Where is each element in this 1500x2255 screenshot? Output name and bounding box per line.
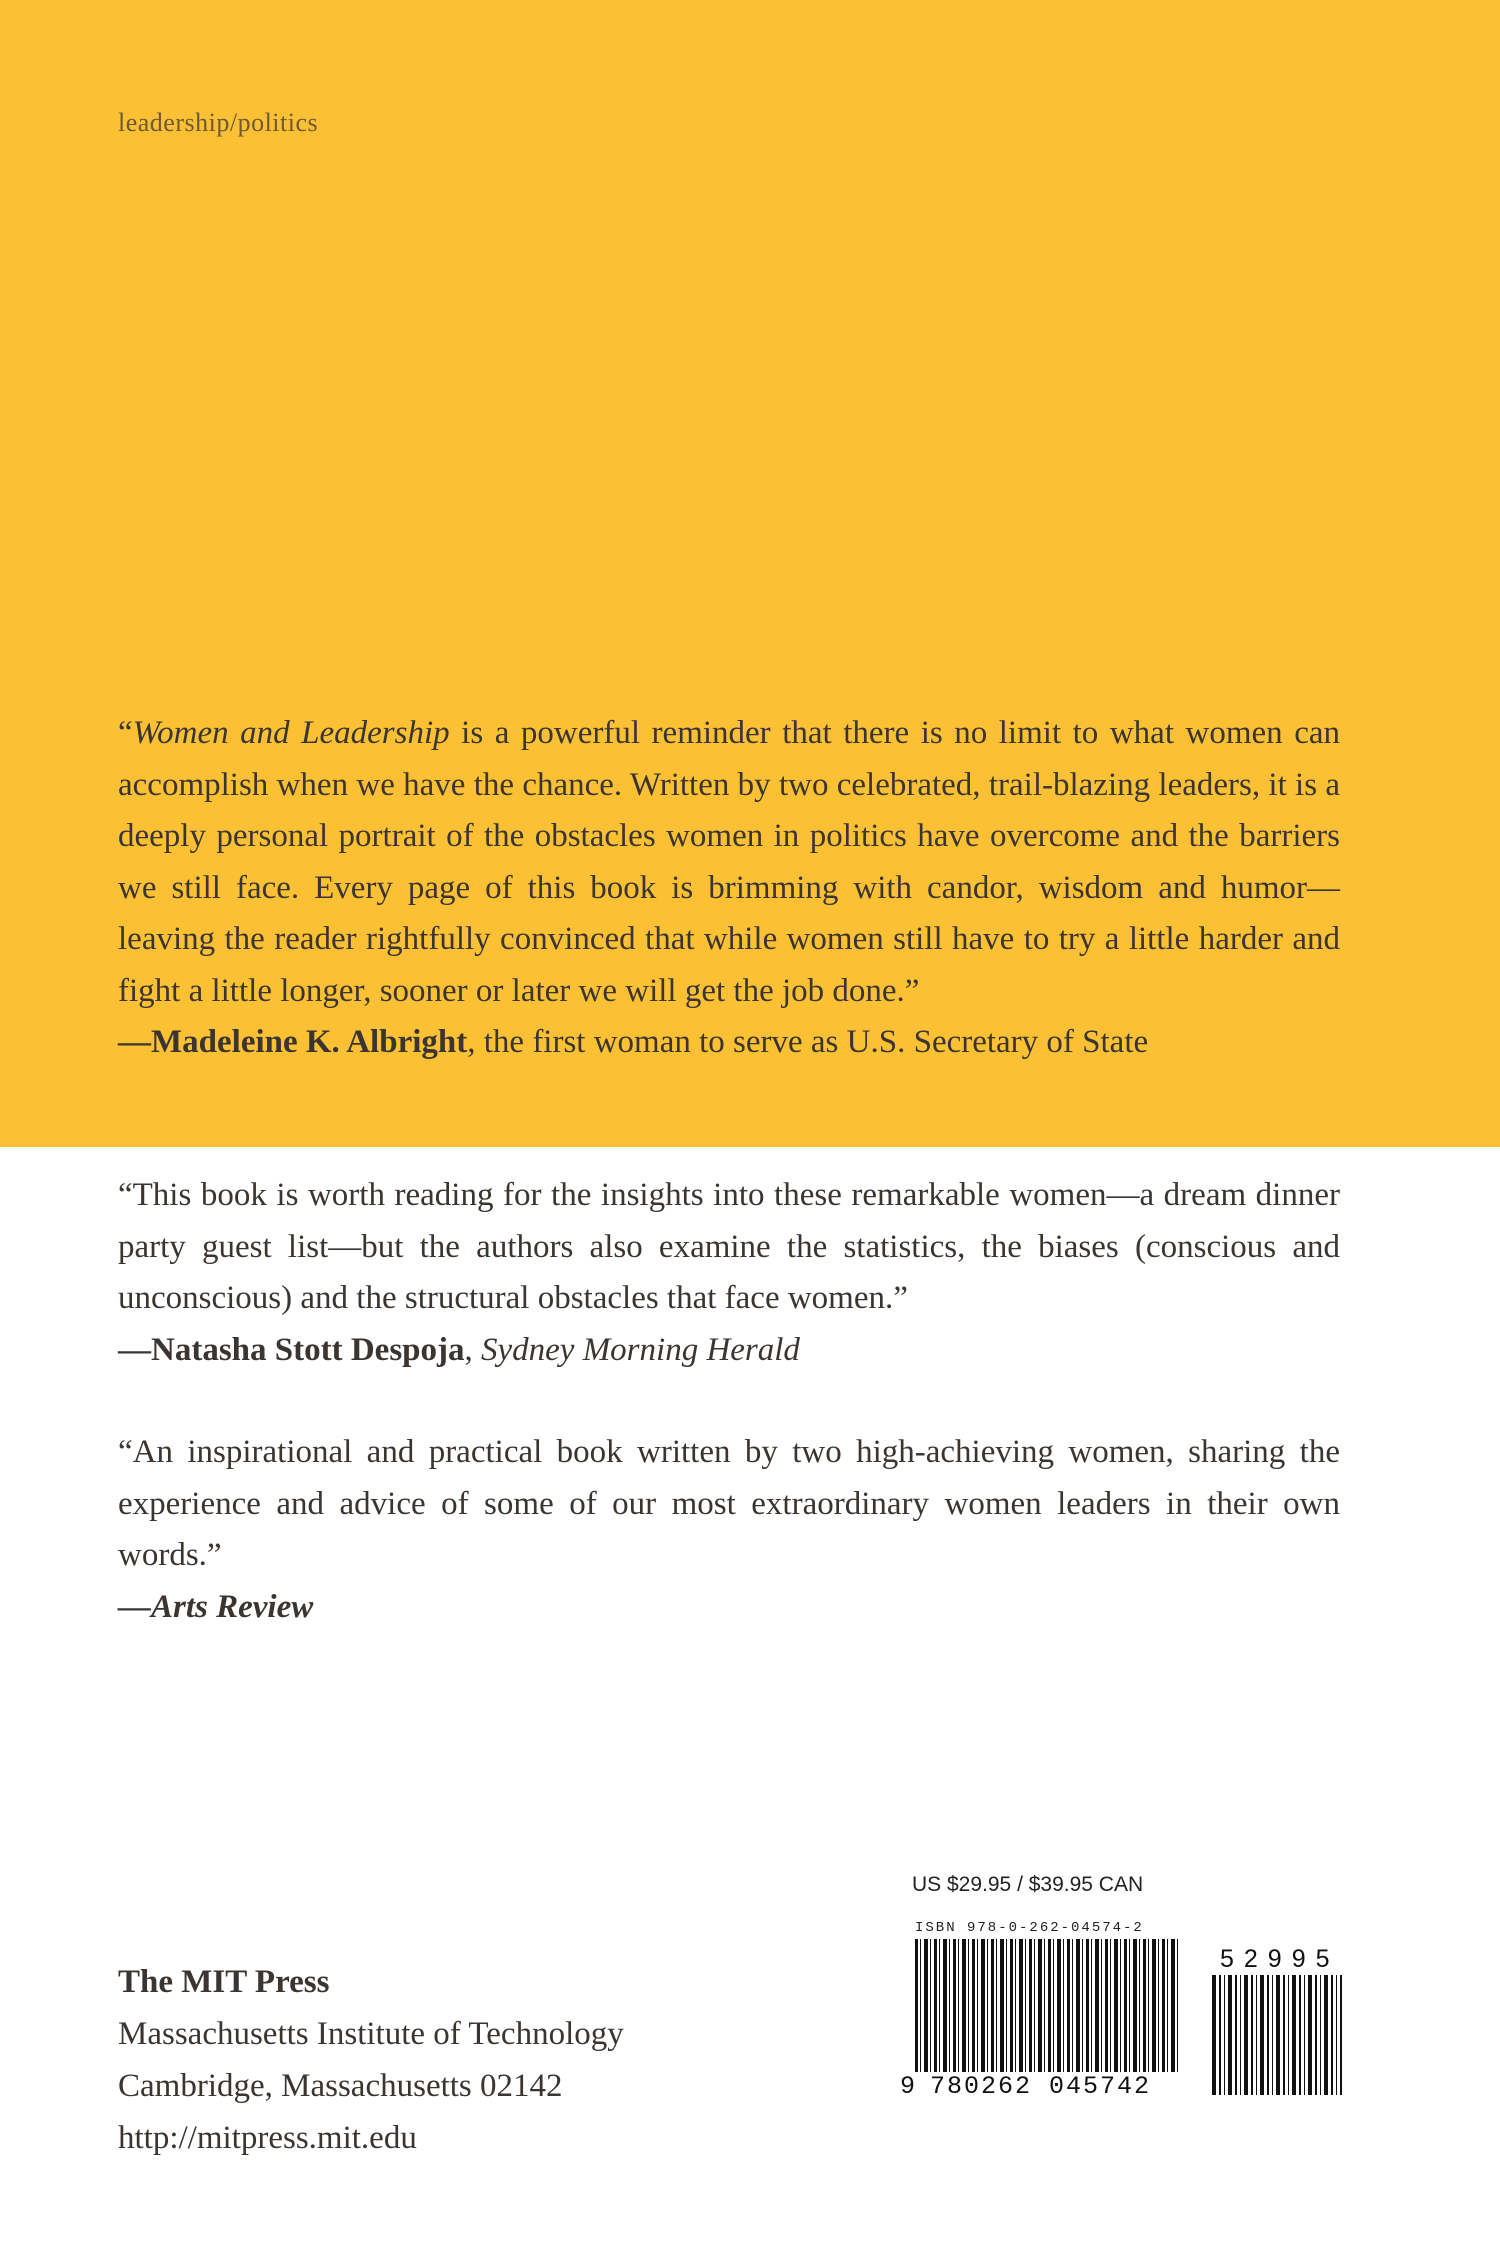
publisher-institution: Massachusetts Institute of Technology	[118, 2016, 624, 2052]
blurb-quote: “Women and Leadership is a powerful reminder that there is no limit to what women can accomplish when we have the chance. Written by two celebrated, trail-blazing leaders, it is a deeply personal portrait of the obstacles women in politics have overcome and the barriers we still face. Every page of this book is brimming with candor, wisdom and humor—leaving the reader rightfully convinced that while women still have to try a little harder and fight a little longer, sooner or later we will get the job done.”	[118, 715, 1340, 1009]
blurb-albright	[118, 708, 1340, 1069]
blurb-attribution: —Natasha Stott Despoja, Sydney Morning Herald	[118, 1331, 800, 1368]
publisher-url[interactable]: http://mitpress.mit.edu	[118, 2120, 417, 2156]
blurb-attribution: —Madeleine K. Albright, the first woman to serve as U.S. Secretary of State	[118, 1024, 1149, 1060]
publisher-address: Cambridge, Massachusetts 02142	[118, 2068, 563, 2104]
barcode-number: 780262 045742	[930, 2072, 1152, 2101]
price-label: US $29.95 / $39.95 CAN	[912, 1873, 1144, 1896]
blurb-stott-despoja	[118, 1170, 1340, 1376]
publisher-block	[118, 1956, 624, 2164]
book-title: Women and Leadership	[132, 715, 450, 751]
isbn-barcode	[915, 1939, 1180, 2077]
blurb-arts-review	[118, 1427, 1340, 1633]
blurb-attribution: —Arts Review	[118, 1588, 314, 1625]
publisher-name: The MIT Press	[118, 1964, 330, 2000]
blurb-quote: “An inspirational and practical book written by two high-achieving women, sharing the experience and advice of some of our most extraordinary women leaders in their own words.”	[118, 1434, 1340, 1573]
price-addon-barcode	[1212, 1975, 1342, 2095]
price-addon-digits: 52995	[1220, 1945, 1340, 1973]
barcode-digits	[900, 2072, 1190, 2102]
blurb-quote: “This book is worth reading for the insights into these remarkable women—a dream dinner party guest list—but the authors also examine the statistics, the biases (conscious and unconscious) and the structural obstacles that face women.”	[118, 1177, 1340, 1316]
isbn-label: ISBN 978-0-262-04574-2	[915, 1920, 1144, 1936]
category-label: leadership/politics	[118, 108, 319, 137]
barcode-lead-digit: 9	[900, 2072, 918, 2101]
